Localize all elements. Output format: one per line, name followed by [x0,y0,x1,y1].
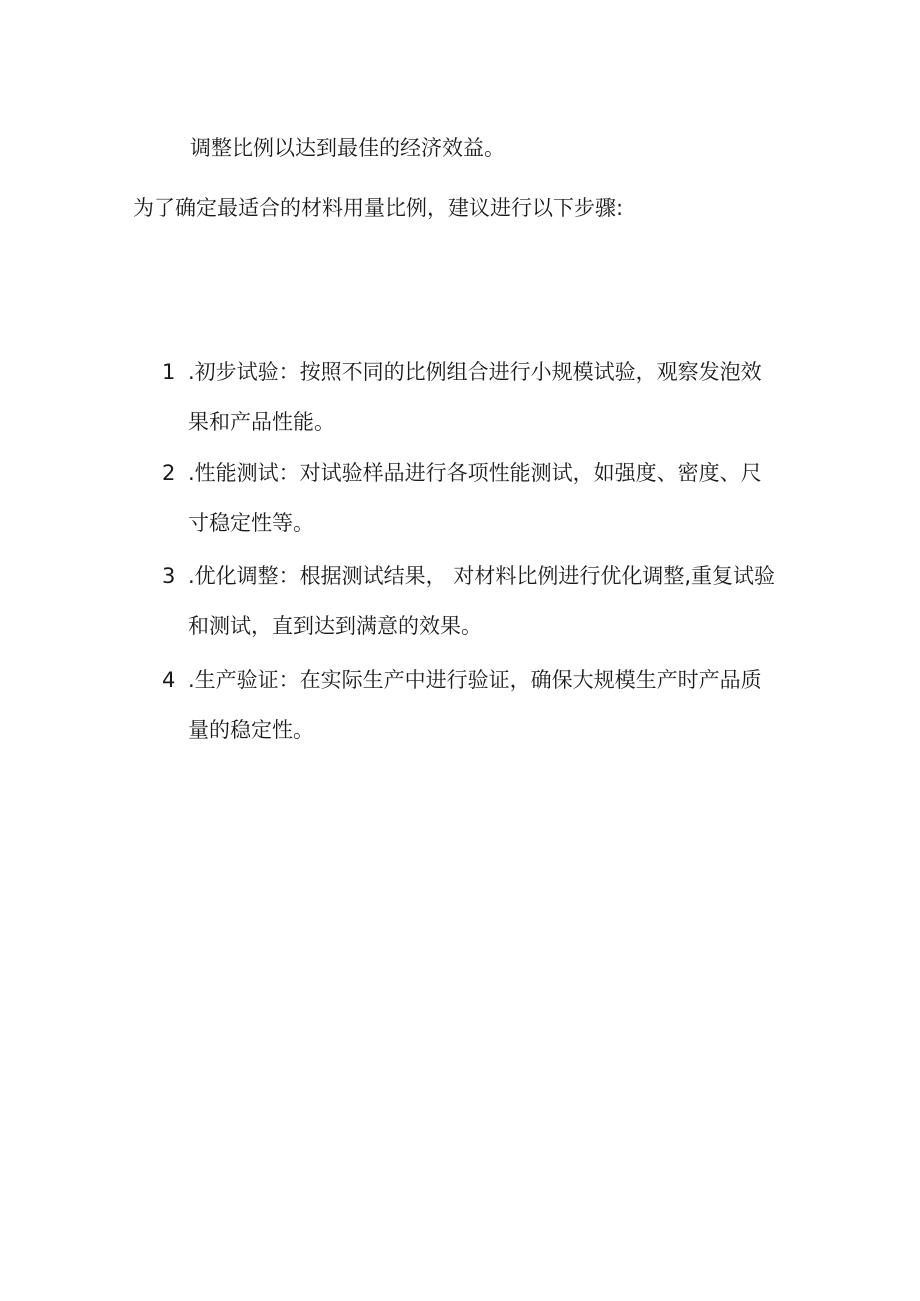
list-item-text-line1: .生产验证：在实际生产中进行验证，确保大规模生产时产品质 [188,668,762,692]
list-item-text-line2: 果和产品性能。 [188,410,335,434]
list-item-number: 2 [162,461,176,485]
list-item-number: 3 [162,564,176,588]
list-item-number: 4 [162,668,176,692]
list-item-text-line1: .优化调整：根据测试结果， 对材料比例进行优化调整,重复试验 [188,564,776,588]
intro-paragraph-steps-lead: 为了确定最适合的材料用量比例，建议进行以下步骤: [133,196,624,220]
list-item-text-line1: .性能测试：对试验样品进行各项性能测试，如强度、密度、尺 [188,461,762,485]
list-item-text-line2: 寸稳定性等。 [188,511,314,535]
list-item-text-line2: 量的稳定性。 [188,718,314,742]
list-item-text-line2: 和测试，直到达到满意的效果。 [188,614,482,638]
list-item-text-line1: .初步试验：按照不同的比例组合进行小规模试验，观察发泡效 [188,360,762,384]
intro-paragraph-continuation: 调整比例以达到最佳的经济效益。 [190,136,505,160]
list-item-number: 1 [162,360,176,384]
